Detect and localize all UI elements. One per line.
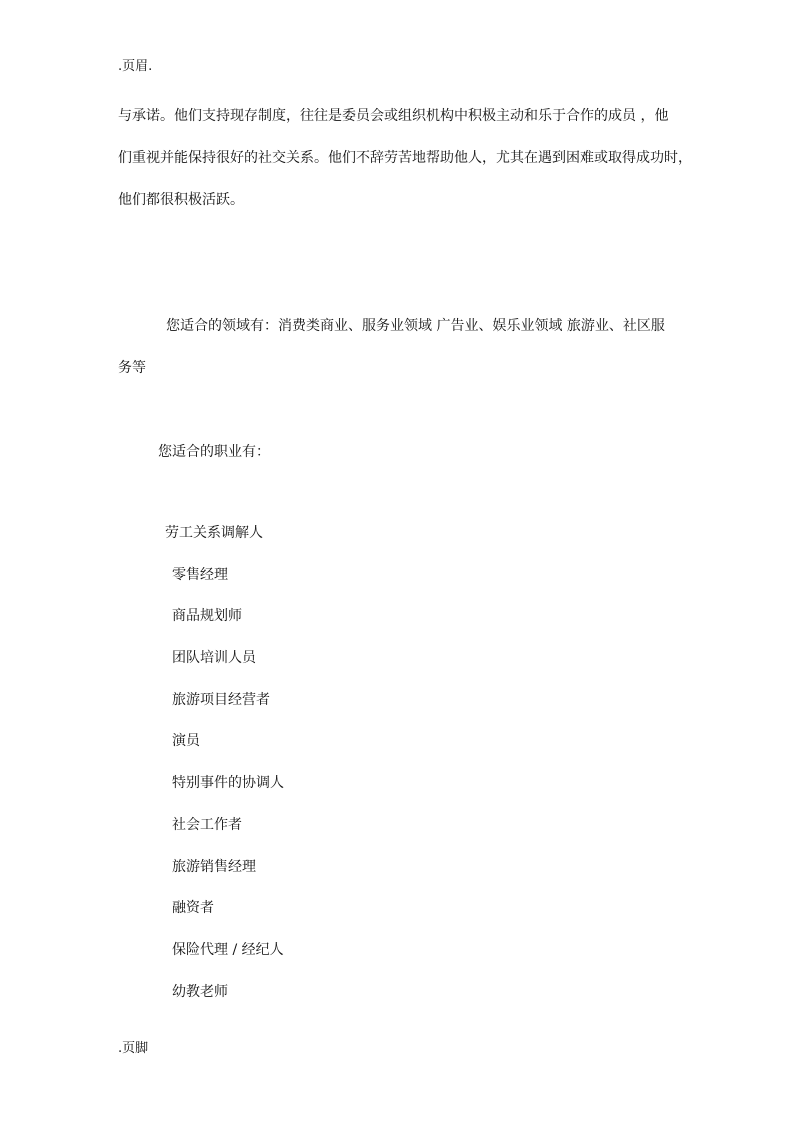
- job-item: 零售经理: [172, 566, 228, 583]
- paragraph-line: 们重视并能保持很好的社交关系。他们不辞劳苦地帮助他人，尤其在遇到困难或取得成功时，: [118, 150, 692, 166]
- job-item: 商品规划师: [172, 608, 242, 625]
- paragraph-line: 他们都很积极活跃。: [118, 192, 244, 208]
- paragraph-line: 与承诺。他们支持现存制度，往往是委员会或组织机构中积极主动和乐于合作的成员 ，他: [118, 108, 669, 124]
- paragraph-line: 务等: [118, 360, 146, 376]
- job-item: 保险代理 / 经纪人: [172, 941, 284, 958]
- suitable-jobs-list: [165, 521, 284, 1021]
- job-item: 融资者: [172, 900, 214, 917]
- job-item: 旅游销售经理: [172, 858, 256, 875]
- job-item: 演员: [172, 733, 200, 750]
- suitable-fields-paragraph: [118, 314, 678, 398]
- page-footer: .页脚: [118, 1041, 149, 1056]
- job-item: 劳工关系调解人: [165, 525, 263, 541]
- personality-paragraph: [118, 104, 692, 230]
- job-item: 社会工作者: [172, 816, 242, 833]
- job-item: 幼教老师: [172, 983, 228, 1000]
- job-item: 特别事件的协调人: [172, 775, 284, 792]
- job-item: 团队培训人员: [172, 650, 256, 667]
- page-header: .页眉.: [118, 59, 153, 74]
- job-item: 旅游项目经营者: [172, 691, 270, 708]
- paragraph-line: 您适合的领域有：消费类商业、服务业领域 广告业、娱乐业领域 旅游业、社区服: [166, 318, 665, 334]
- suitable-jobs-heading: 您适合的职业有：: [158, 444, 270, 460]
